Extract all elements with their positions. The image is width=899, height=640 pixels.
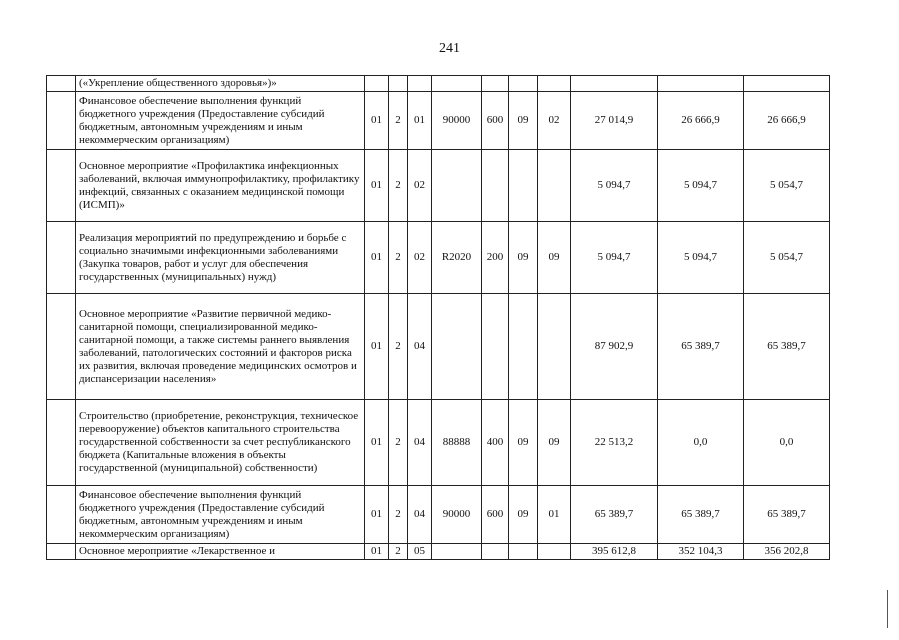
code-event: 02	[408, 222, 432, 294]
row-number-cell	[47, 92, 76, 150]
code-subprogram	[389, 76, 408, 92]
table-row	[47, 544, 830, 560]
amount-year-3: 356 202,8	[744, 544, 830, 560]
amount-year-1: 22 513,2	[571, 400, 658, 486]
row-number-cell	[47, 400, 76, 486]
code-subsection	[538, 150, 571, 222]
amount-year-2: 26 666,9	[658, 92, 744, 150]
code-program: 01	[365, 150, 389, 222]
row-description: («Укрепление общественного здоровья»)»	[76, 76, 365, 92]
code-subsection	[538, 294, 571, 400]
code-expense-type	[482, 76, 509, 92]
amount-year-2: 5 094,7	[658, 222, 744, 294]
code-program: 01	[365, 294, 389, 400]
row-description: Строительство (приобретение, реконструкция, техническое перевооружение) объектов капитального строительства государственной собственности за счет республиканского бюджета (Капитальные вложения в объекты государственной (муниципальной) собственности)	[76, 400, 365, 486]
row-description: Финансовое обеспечение выполнения функций бюджетного учреждения (Предоставление субсидий бюджетным, автономным учреждениям и иным некоммерческим организациям)	[76, 92, 365, 150]
code-event: 02	[408, 150, 432, 222]
code-section: 09	[509, 92, 538, 150]
table-body	[47, 76, 830, 560]
code-direction	[432, 544, 482, 560]
code-event: 04	[408, 400, 432, 486]
code-subprogram: 2	[389, 150, 408, 222]
amount-year-2: 5 094,7	[658, 150, 744, 222]
table-row	[47, 294, 830, 400]
amount-year-2	[658, 76, 744, 92]
code-subsection: 02	[538, 92, 571, 150]
table-row	[47, 76, 830, 92]
amount-year-3: 5 054,7	[744, 222, 830, 294]
amount-year-2: 65 389,7	[658, 294, 744, 400]
code-subsection: 01	[538, 486, 571, 544]
code-event: 05	[408, 544, 432, 560]
code-event: 04	[408, 294, 432, 400]
code-program: 01	[365, 544, 389, 560]
row-description: Финансовое обеспечение выполнения функций бюджетного учреждения (Предоставление субсидий бюджетным, автономным учреждениям и иным некоммерческим организациям)	[76, 486, 365, 544]
amount-year-3: 65 389,7	[744, 486, 830, 544]
table-row	[47, 222, 830, 294]
code-direction: 88888	[432, 400, 482, 486]
code-subsection	[538, 76, 571, 92]
code-program: 01	[365, 222, 389, 294]
code-expense-type: 600	[482, 92, 509, 150]
row-number-cell	[47, 294, 76, 400]
amount-year-3: 65 389,7	[744, 294, 830, 400]
amount-year-1: 27 014,9	[571, 92, 658, 150]
amount-year-1: 5 094,7	[571, 222, 658, 294]
code-section	[509, 294, 538, 400]
code-subprogram: 2	[389, 486, 408, 544]
code-section: 09	[509, 486, 538, 544]
amount-year-3: 26 666,9	[744, 92, 830, 150]
amount-year-2: 352 104,3	[658, 544, 744, 560]
amount-year-2: 0,0	[658, 400, 744, 486]
code-expense-type: 400	[482, 400, 509, 486]
amount-year-1: 5 094,7	[571, 150, 658, 222]
code-event: 04	[408, 486, 432, 544]
row-description: Основное мероприятие «Профилактика инфекционных заболеваний, включая иммунопрофилактику, профилактику инфекций, связанных с оказанием медицинской помощи (ИСМП)»	[76, 150, 365, 222]
scan-edge-line	[887, 590, 888, 628]
table-row	[47, 400, 830, 486]
row-description: Реализация мероприятий по предупреждению и борьбе с социально значимыми инфекционными заболеваниями (Закупка товаров, работ и услуг для обеспечения государственных (муниципальных) нужд)	[76, 222, 365, 294]
amount-year-3: 5 054,7	[744, 150, 830, 222]
code-section: 09	[509, 222, 538, 294]
code-subsection: 09	[538, 400, 571, 486]
code-subprogram: 2	[389, 400, 408, 486]
code-section	[509, 150, 538, 222]
row-description: Основное мероприятие «Развитие первичной медико-санитарной помощи, специализированной медико-санитарной помощи, а также системы раннего выявления заболеваний, патологических состояний и факторов риска их развития, включая проведение медицинских осмотров и диспансеризации населения»	[76, 294, 365, 400]
amount-year-1: 87 902,9	[571, 294, 658, 400]
code-section	[509, 76, 538, 92]
code-event: 01	[408, 92, 432, 150]
code-section	[509, 544, 538, 560]
row-number-cell	[47, 150, 76, 222]
code-program	[365, 76, 389, 92]
code-expense-type	[482, 294, 509, 400]
code-subprogram: 2	[389, 222, 408, 294]
code-program: 01	[365, 486, 389, 544]
code-direction: R2020	[432, 222, 482, 294]
code-subprogram: 2	[389, 544, 408, 560]
code-direction: 90000	[432, 92, 482, 150]
table-row	[47, 486, 830, 544]
page-number: 241	[439, 41, 460, 56]
row-number-cell	[47, 76, 76, 92]
amount-year-3	[744, 76, 830, 92]
amount-year-2: 65 389,7	[658, 486, 744, 544]
amount-year-1: 395 612,8	[571, 544, 658, 560]
code-direction	[432, 294, 482, 400]
row-number-cell	[47, 222, 76, 294]
amount-year-1: 65 389,7	[571, 486, 658, 544]
row-description: Основное мероприятие «Лекарственное и	[76, 544, 365, 560]
table-row	[47, 150, 830, 222]
budget-table	[46, 75, 830, 560]
amount-year-3: 0,0	[744, 400, 830, 486]
row-number-cell	[47, 486, 76, 544]
code-program: 01	[365, 400, 389, 486]
code-direction	[432, 76, 482, 92]
code-direction	[432, 150, 482, 222]
code-expense-type: 600	[482, 486, 509, 544]
code-expense-type: 200	[482, 222, 509, 294]
row-number-cell	[47, 544, 76, 560]
code-subprogram: 2	[389, 294, 408, 400]
code-subsection	[538, 544, 571, 560]
code-direction: 90000	[432, 486, 482, 544]
code-event	[408, 76, 432, 92]
code-subprogram: 2	[389, 92, 408, 150]
code-subsection: 09	[538, 222, 571, 294]
code-expense-type	[482, 150, 509, 222]
amount-year-1	[571, 76, 658, 92]
code-expense-type	[482, 544, 509, 560]
table-row	[47, 92, 830, 150]
code-section: 09	[509, 400, 538, 486]
code-program: 01	[365, 92, 389, 150]
